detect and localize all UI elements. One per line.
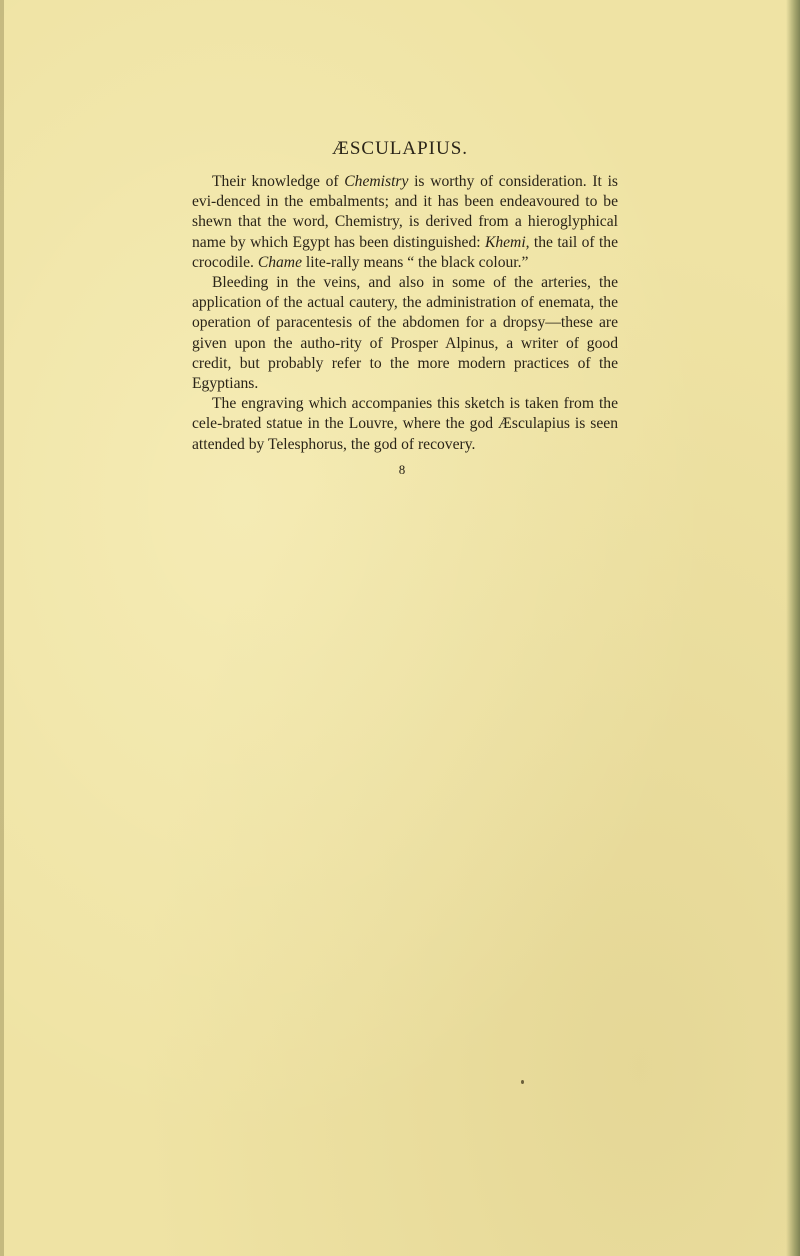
body-text (192, 172, 618, 455)
ink-speck (521, 1080, 524, 1084)
paragraph-2: Bleeding in the veins, and also in some of the arteries, the application of the actual cautery, the administration of enemata, the operation of paracentesis of the abdomen for a dropsy—these are given upon the autho-rity of Prosper Alpinus, a writer of good credit, but probably refer to the more modern practices of the Egyptians. (192, 274, 618, 393)
page-right-edge (786, 0, 800, 1256)
italic-chemistry: Chemistry (344, 173, 409, 190)
italic-chame: Chame (257, 253, 302, 271)
page-left-edge (0, 0, 4, 1256)
signature-mark: 8 (398, 462, 406, 477)
paragraph-1: Their knowledge of Chemistry is worthy of consideration. It is evi-denced in the embalments; and it has been endeavoured to be shewn that the word, Chemistry, is derived from a hieroglyphical name by which Egypt has been distinguished: Khemi, the tail of the crocodile. Chame lite-rally means “ the black colour.” (192, 173, 618, 271)
running-head: ÆSCULAPIUS. (331, 138, 469, 159)
italic-khemi: Khemi, (484, 233, 530, 251)
paragraph-3: The engraving which accompanies this sketch is taken from the cele-brated statue in the Louvre, where the god Æsculapius is seen attended by Telesphorus, the god of recovery. (192, 395, 618, 453)
